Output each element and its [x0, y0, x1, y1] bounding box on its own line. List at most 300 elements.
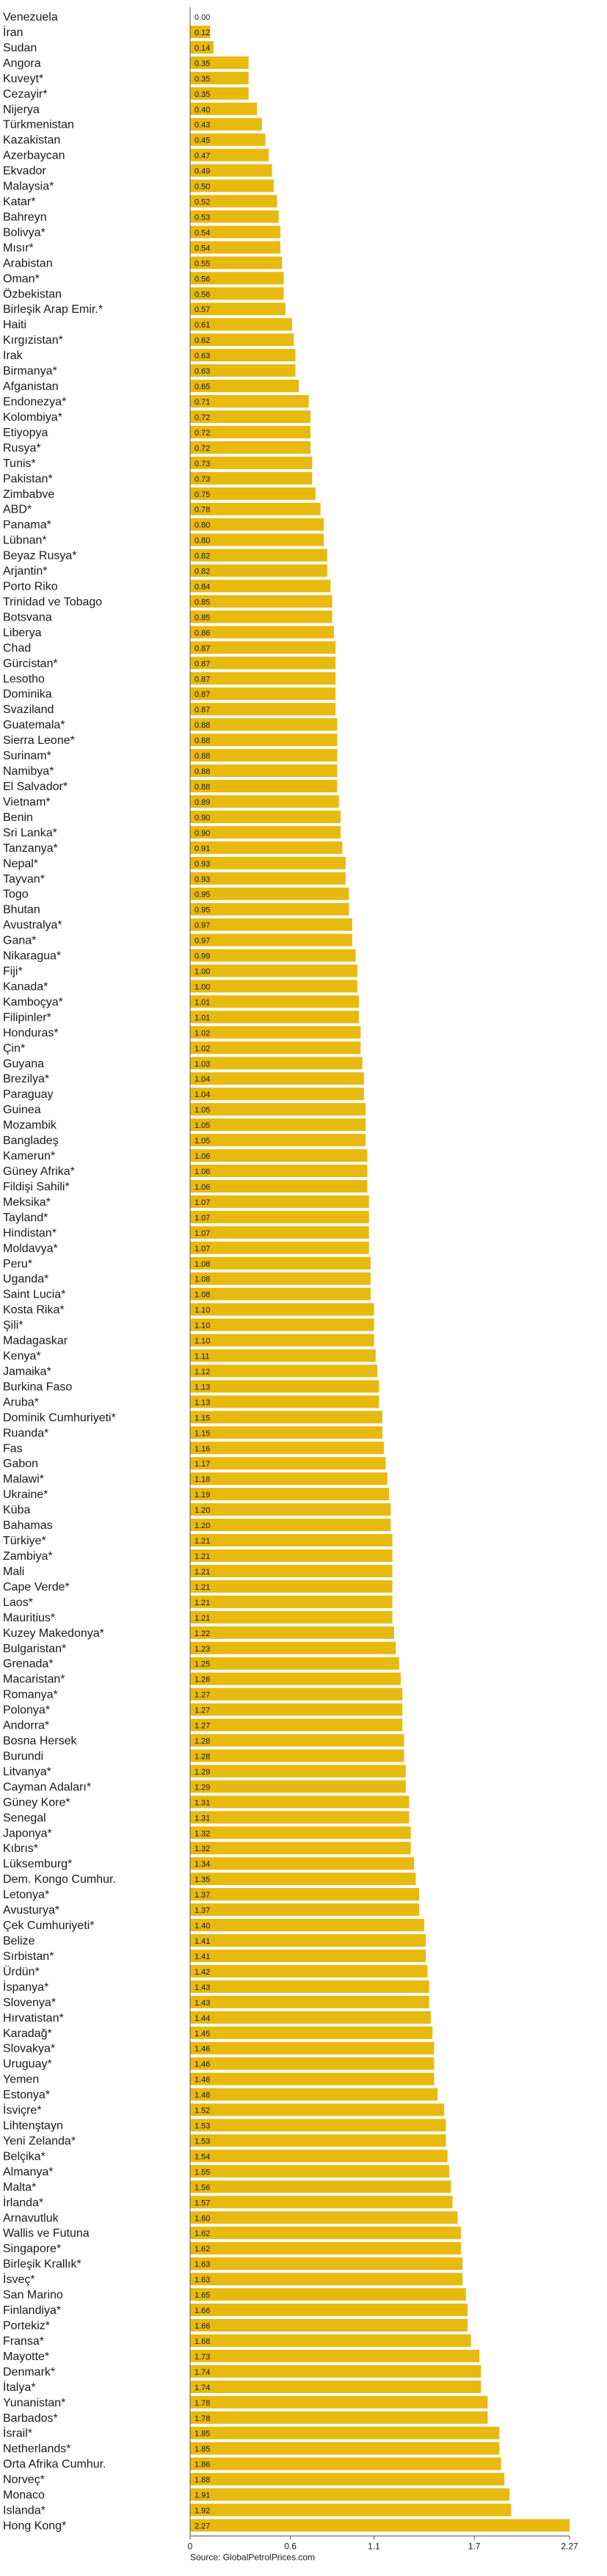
- category-label: Oman*: [3, 272, 40, 286]
- category-label: Uganda*: [3, 1273, 49, 1286]
- bar-value-label: 1.56: [195, 2183, 211, 2193]
- bar-value-label: 1.66: [195, 2322, 211, 2331]
- category-label: Yemen: [3, 2073, 40, 2086]
- bar: [190, 2149, 448, 2162]
- bar: [190, 1795, 409, 1808]
- category-label: Ekvador: [3, 164, 46, 178]
- category-label: Şili*: [3, 1319, 23, 1332]
- bar-value-label: 1.85: [195, 2445, 211, 2454]
- bar-value-label: 0.75: [195, 490, 211, 499]
- category-label: Senegal: [3, 1812, 46, 1825]
- bar-value-label: 1.25: [195, 1660, 211, 1669]
- bar: [190, 672, 335, 684]
- bar: [190, 656, 335, 669]
- category-label: Hindistan*: [3, 1226, 57, 1240]
- bar-value-label: 1.85: [195, 2429, 211, 2439]
- bar: [190, 1642, 396, 1654]
- category-label: Nijerya: [3, 103, 40, 116]
- category-label: Filipinler*: [3, 1011, 51, 1024]
- category-label: Jamaika*: [3, 1365, 51, 1378]
- bar-value-label: 1.62: [195, 2229, 211, 2239]
- category-label: Dominika: [3, 688, 52, 701]
- bar-value-label: 1.06: [195, 1152, 211, 1162]
- bar: [190, 1704, 402, 1716]
- bar-value-label: 1.28: [195, 1752, 211, 1762]
- bar-value-label: 1.10: [195, 1306, 211, 1315]
- category-label: Arabistan: [3, 257, 53, 270]
- bar-value-label: 1.18: [195, 1475, 211, 1485]
- bar-value-label: 1.05: [195, 1121, 211, 1131]
- bar: [190, 857, 346, 869]
- category-label: Tunis*: [3, 457, 36, 470]
- bar-value-label: 1.52: [195, 2106, 211, 2116]
- bar: [190, 1165, 367, 1177]
- bar-value-label: 0.50: [195, 182, 211, 192]
- bar: [190, 980, 357, 992]
- bar: [190, 1519, 390, 1531]
- bar: [190, 2350, 479, 2362]
- category-label: El Salvador*: [3, 781, 68, 793]
- category-label: Slovakya*: [3, 2042, 56, 2055]
- bar-value-label: 0.73: [195, 459, 211, 468]
- category-label: Ukraine*: [3, 1488, 48, 1502]
- bar: [190, 1103, 366, 1115]
- category-label: Malaysia*: [3, 180, 54, 193]
- category-label: Polonya*: [3, 1704, 51, 1717]
- category-label: Ürdün*: [3, 1965, 40, 1978]
- bar-value-label: 1.29: [195, 1768, 211, 1777]
- bar: [190, 2211, 457, 2224]
- bar-value-label: 1.08: [195, 1259, 211, 1269]
- bar-value-label: 1.08: [195, 1290, 211, 1300]
- bar: [190, 903, 349, 916]
- bar: [190, 549, 327, 562]
- category-label: Azerbaycan: [3, 149, 65, 162]
- bar: [190, 2257, 462, 2270]
- bar: [190, 1503, 390, 1516]
- category-label: Bolivya*: [3, 226, 46, 239]
- category-label: Namibya*: [3, 765, 54, 778]
- category-label: Malawi*: [3, 1473, 45, 1486]
- bar-value-label: 1.02: [195, 1044, 211, 1054]
- bar-value-label: 1.88: [195, 2475, 211, 2485]
- category-label: Honduras*: [3, 1027, 59, 1040]
- bar-value-label: 0.97: [195, 936, 211, 946]
- bar-value-label: 1.04: [195, 1075, 211, 1085]
- category-label: Yunanistan*: [3, 2396, 66, 2409]
- bar-value-label: 0.80: [195, 521, 211, 530]
- bar: [190, 2412, 487, 2424]
- bar: [190, 2180, 451, 2193]
- bar: [190, 1072, 364, 1085]
- category-label: Endonezya*: [3, 396, 67, 408]
- bar-value-label: 1.12: [195, 1367, 211, 1377]
- category-label: Çin*: [3, 1042, 26, 1055]
- bar-value-label: 0.88: [195, 783, 211, 792]
- bar: [190, 1857, 414, 1870]
- bar-value-label: 1.31: [195, 1814, 211, 1823]
- bar-value-label: 1.20: [195, 1506, 211, 1516]
- bar: [190, 1673, 401, 1685]
- category-label: Afganistan: [3, 380, 59, 394]
- bar-value-label: 1.46: [195, 2075, 211, 2085]
- bar-value-label: 0.35: [195, 74, 211, 84]
- bar: [190, 2427, 499, 2439]
- bar-value-label: 1.43: [195, 1983, 211, 1992]
- category-label: Mozambik: [3, 1119, 57, 1132]
- bar: [190, 1950, 426, 1962]
- category-label: Belçika*: [3, 2150, 46, 2163]
- bar: [190, 811, 341, 823]
- category-label: Madagaskar: [3, 1334, 68, 1347]
- bar: [190, 2473, 504, 2486]
- bar-value-label: 1.41: [195, 1952, 211, 1961]
- category-label: Sri Lanka*: [3, 826, 57, 839]
- bar-value-label: 1.07: [195, 1244, 211, 1253]
- category-label: İran: [3, 26, 23, 39]
- bar-value-label: 0.52: [195, 198, 211, 207]
- bar-value-label: 1.01: [195, 998, 211, 1007]
- bar-value-label: 1.55: [195, 2168, 211, 2177]
- category-label: İsrail*: [3, 2427, 33, 2440]
- bar-value-label: 0.93: [195, 859, 211, 869]
- bar: [190, 1734, 404, 1747]
- category-label: Güney Kore*: [3, 1796, 70, 1809]
- bar: [190, 1842, 411, 1854]
- category-label: Katar*: [3, 195, 36, 209]
- bar-value-label: 1.42: [195, 1967, 211, 1977]
- bar-value-label: 0.73: [195, 474, 211, 484]
- bar: [190, 2196, 453, 2208]
- bar: [190, 934, 352, 947]
- bar-value-label: 0.56: [195, 290, 211, 300]
- bar: [190, 1180, 367, 1193]
- x-tick-label: 1.1: [368, 2541, 380, 2552]
- bar-value-label: 1.10: [195, 1321, 211, 1331]
- category-label: Peru*: [3, 1257, 33, 1270]
- bar-value-label: 0.87: [195, 706, 211, 715]
- bar-value-label: 1.08: [195, 1275, 211, 1284]
- bar-value-label: 1.74: [195, 2367, 211, 2377]
- category-label: Sırbistan*: [3, 1950, 54, 1963]
- bar-value-label: 0.35: [195, 59, 211, 68]
- category-label: Macaristan*: [3, 1673, 65, 1686]
- bar: [190, 1319, 374, 1331]
- category-label: Lihtenştayn: [3, 2119, 63, 2132]
- category-label: Kuzey Makedonya*: [3, 1627, 104, 1640]
- bar-value-label: 1.27: [195, 1721, 211, 1731]
- bar: [190, 1534, 393, 1546]
- category-label: Türkmenistan: [3, 118, 74, 131]
- category-label: Islanda*: [3, 2504, 46, 2517]
- bar: [190, 1873, 415, 1885]
- bar: [190, 1565, 393, 1577]
- bar-value-label: 0.84: [195, 582, 211, 592]
- category-label: Kıbrıs*: [3, 1842, 39, 1856]
- bars-layer: [190, 13, 570, 2531]
- bar: [190, 2273, 462, 2285]
- category-label: Venezuela: [3, 11, 58, 23]
- bar: [190, 2396, 487, 2409]
- bar-value-label: 1.46: [195, 2060, 211, 2069]
- bar-value-label: 0.85: [195, 613, 211, 623]
- category-label: Lesotho: [3, 673, 45, 686]
- bar: [190, 919, 352, 931]
- bar-value-label: 1.27: [195, 1706, 211, 1715]
- bar: [190, 2073, 435, 2085]
- bar: [190, 1980, 429, 1993]
- bar-value-label: 1.63: [195, 2276, 211, 2285]
- bar: [190, 1303, 374, 1316]
- bar: [190, 1149, 367, 1162]
- category-label: Uruguay*: [3, 2058, 52, 2071]
- category-label: Fildişi Sahili*: [3, 1180, 70, 1193]
- bar-value-label: 1.03: [195, 1060, 211, 1069]
- bar: [190, 2319, 468, 2331]
- bar-value-label: 1.48: [195, 2091, 211, 2100]
- category-label: Norveç*: [3, 2473, 45, 2486]
- bar: [190, 687, 335, 700]
- bar-value-label: 1.35: [195, 1875, 211, 1885]
- bar: [190, 1627, 394, 1639]
- category-label: Moldavya*: [3, 1242, 58, 1255]
- category-label: Nikaragua*: [3, 949, 62, 963]
- category-label: Haiti: [3, 319, 27, 332]
- bar-value-label: 0.63: [195, 352, 211, 361]
- bar-value-label: 1.60: [195, 2214, 211, 2224]
- bar-value-label: 1.16: [195, 1444, 211, 1454]
- bar-value-label: 1.74: [195, 2383, 211, 2392]
- bar-value-label: 1.46: [195, 2044, 211, 2054]
- category-label: Estonya*: [3, 2088, 51, 2102]
- category-label: Gana*: [3, 934, 37, 947]
- category-label: Sierra Leone*: [3, 734, 75, 748]
- bar: [190, 1965, 427, 1978]
- bar: [190, 1334, 374, 1347]
- bar: [190, 595, 332, 607]
- category-label: Türkiye*: [3, 1535, 46, 1548]
- bar-value-label: 1.07: [195, 1198, 211, 1207]
- bar-value-label: 0.53: [195, 213, 211, 222]
- bar: [190, 1288, 371, 1300]
- bar-value-label: 1.63: [195, 2260, 211, 2270]
- bar: [190, 2381, 481, 2393]
- bar-value-label: 1.73: [195, 2352, 211, 2362]
- category-label: Beyaz Rusya*: [3, 549, 77, 562]
- x-tick-label: 0: [187, 2541, 193, 2552]
- category-label: Cayman Adaları*: [3, 1781, 92, 1794]
- bar-value-label: 0.56: [195, 275, 211, 284]
- bar: [190, 1472, 388, 1485]
- category-label: Romanya*: [3, 1688, 58, 1701]
- bar: [190, 1441, 384, 1454]
- bar-value-label: 0.90: [195, 828, 211, 838]
- bar: [190, 826, 341, 839]
- bar: [190, 1657, 399, 1670]
- bar-value-label: 1.22: [195, 1629, 211, 1638]
- category-label: Tayvan*: [3, 872, 45, 886]
- category-label: Karadağ*: [3, 2027, 52, 2040]
- category-label: Panama*: [3, 518, 51, 532]
- bar: [190, 1134, 366, 1146]
- category-label: Dem. Kongo Cumhur.: [3, 1873, 116, 1886]
- bar-value-label: 0.95: [195, 890, 211, 900]
- bar-value-label: 1.26: [195, 1675, 211, 1685]
- category-label: Kolombiya*: [3, 410, 62, 424]
- category-label: Birleşik Arap Emir.*: [3, 303, 103, 316]
- category-labels: [3, 11, 116, 2532]
- bar-value-label: 0.61: [195, 321, 211, 330]
- bar-value-label: 0.97: [195, 921, 211, 930]
- bar: [190, 565, 327, 577]
- bar-value-label: 1.68: [195, 2337, 211, 2346]
- bar: [190, 1395, 379, 1408]
- bar: [190, 1780, 406, 1792]
- bar-value-label: 0.63: [195, 367, 211, 377]
- category-label: Küba: [3, 1504, 31, 1517]
- bar-value-label: 1.05: [195, 1137, 211, 1146]
- category-label: San Marino: [3, 2289, 63, 2302]
- bar-value-label: 1.13: [195, 1383, 211, 1392]
- bar: [190, 2489, 509, 2501]
- bar: [190, 1549, 393, 1562]
- category-label: İtalya*: [3, 2381, 36, 2394]
- category-label: Fransa*: [3, 2334, 45, 2348]
- bar: [190, 1919, 424, 1931]
- category-label: Brezilya*: [3, 1073, 50, 1086]
- bar: [190, 795, 339, 808]
- bar-value-label: 1.37: [195, 1891, 211, 1900]
- bar-value-label: 1.44: [195, 2014, 211, 2023]
- bar: [190, 1026, 360, 1038]
- bar: [190, 2011, 431, 2024]
- bar-value-label: 0.62: [195, 336, 211, 346]
- category-label: Pakistan*: [3, 472, 53, 485]
- bar-value-label: 0.91: [195, 844, 211, 853]
- bar-value-label: 0.43: [195, 120, 211, 130]
- bar-value-label: 0.88: [195, 721, 211, 731]
- category-label: Çek Cumhuriyeti*: [3, 1920, 95, 1933]
- bar: [190, 2042, 435, 2055]
- bar: [190, 2242, 461, 2254]
- category-label: Laos*: [3, 1596, 33, 1609]
- bar-value-label: 1.53: [195, 2121, 211, 2131]
- bar-value-label: 1.21: [195, 1567, 211, 1577]
- category-label: Kosta Rika*: [3, 1303, 65, 1317]
- x-tick-label: 1.7: [468, 2541, 481, 2552]
- category-label: Ruanda*: [3, 1427, 49, 1440]
- source-note: Source: GlobalPetrolPrices.com: [190, 2552, 316, 2563]
- bar: [190, 995, 359, 1007]
- category-label: Singapore*: [3, 2243, 62, 2256]
- bar-value-label: 0.45: [195, 136, 211, 145]
- bar-value-label: 0.54: [195, 244, 211, 253]
- bar: [190, 2365, 481, 2378]
- category-label: Bulgaristan*: [3, 1642, 67, 1655]
- bar: [190, 888, 349, 900]
- bar-value-label: 0.49: [195, 167, 211, 176]
- bar: [190, 2119, 446, 2132]
- bar-value-label: 1.23: [195, 1644, 211, 1654]
- category-label: Svaziland: [3, 703, 54, 717]
- bar-value-label: 0.85: [195, 598, 211, 607]
- bar-value-label: 0.90: [195, 813, 211, 822]
- bar-value-label: 0.14: [195, 43, 211, 53]
- bar-value-label: 1.00: [195, 967, 211, 977]
- bar: [190, 734, 337, 746]
- bar-value-label: 1.78: [195, 2414, 211, 2423]
- bar: [190, 2288, 466, 2301]
- category-label: Etiyopya: [3, 426, 48, 439]
- category-label: Orta Afrika Cumhur.: [3, 2458, 106, 2471]
- category-label: Birleşik Krallık*: [3, 2258, 81, 2271]
- bar-value-label: 0.40: [195, 105, 211, 115]
- category-label: Cezayir*: [3, 87, 48, 101]
- bar: [190, 1488, 389, 1500]
- bar-value-label: 1.57: [195, 2199, 211, 2208]
- bar: [190, 1010, 359, 1023]
- bar-value-label: 0.80: [195, 536, 211, 546]
- category-label: İsveç*: [3, 2273, 35, 2287]
- bar-value-label: 1.37: [195, 1906, 211, 1916]
- bar: [190, 2104, 444, 2116]
- bar: [190, 2165, 449, 2177]
- category-label: Andorra*: [3, 1719, 50, 1732]
- bar-value-label: 0.72: [195, 413, 211, 422]
- bar-value-label: 0.87: [195, 675, 211, 684]
- bar-value-label: 1.41: [195, 1937, 211, 1946]
- bar-value-label: 0.87: [195, 644, 211, 654]
- category-label: Bangladeş: [3, 1135, 59, 1148]
- bar-value-label: 1.53: [195, 2137, 211, 2146]
- bar-value-label: 1.07: [195, 1229, 211, 1238]
- bar-value-label: 0.87: [195, 659, 211, 669]
- bar: [190, 1811, 409, 1823]
- bar-value-label: 1.91: [195, 2491, 211, 2500]
- bar: [190, 1688, 402, 1701]
- bar-value-label: 1.17: [195, 1460, 211, 1469]
- bar: [190, 1041, 360, 1054]
- category-label: Avustralya*: [3, 919, 62, 932]
- bar: [190, 1350, 376, 1362]
- category-label: Sudan: [3, 41, 37, 54]
- category-label: Finlandiya*: [3, 2304, 62, 2318]
- bar-value-label: 0.57: [195, 305, 211, 315]
- category-label: Denmark*: [3, 2365, 56, 2378]
- category-label: Bahamas: [3, 1519, 53, 1533]
- category-label: Monaco: [3, 2489, 45, 2502]
- bar-value-label: 1.65: [195, 2291, 211, 2301]
- bar-value-label: 1.86: [195, 2460, 211, 2470]
- bar-value-label: 0.88: [195, 752, 211, 761]
- bar-value-label: 1.21: [195, 1537, 211, 1546]
- bar-value-label: 0.95: [195, 905, 211, 915]
- category-label: Almanya*: [3, 2166, 54, 2179]
- category-label: Belize: [3, 1935, 35, 1947]
- bar: [190, 1749, 404, 1762]
- category-label: Letonya*: [3, 1889, 50, 1902]
- category-label: Burundi: [3, 1750, 44, 1763]
- bar-value-label: 1.20: [195, 1522, 211, 1531]
- bar: [190, 949, 355, 962]
- bar-value-label: 0.12: [195, 28, 211, 37]
- bar: [190, 2058, 435, 2070]
- bar-value-label: 0.72: [195, 428, 211, 438]
- bar-value-label: 2.27: [195, 2522, 211, 2531]
- category-label: Fiji*: [3, 965, 23, 978]
- bar-value-label: 1.11: [195, 1352, 210, 1361]
- bar-value-label: 1.05: [195, 1106, 211, 1115]
